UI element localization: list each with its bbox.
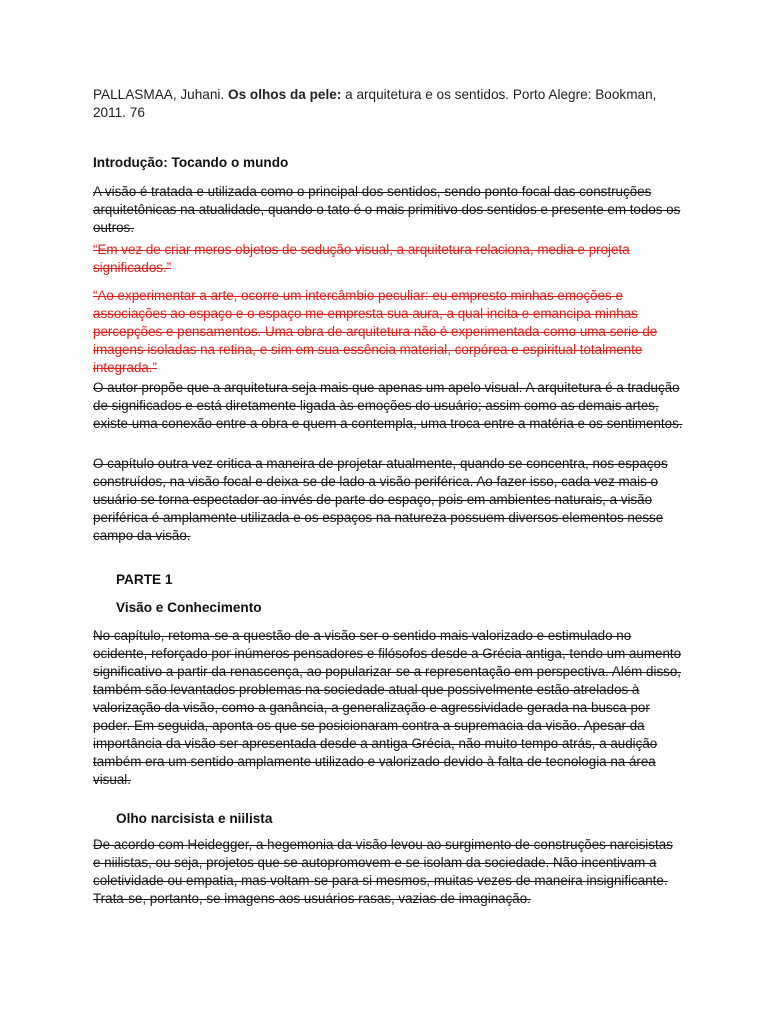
intro-paragraph-1: A visão é tratada e utilizada como o principal dos sentidos, sendo ponto focal das construções arquitetônicas na atualidade, quando o tato é o mais primitivo dos sentidos e presente em todos os outros. [93,184,681,235]
citation-title: Os olhos da pele: [228,87,342,102]
intro-quote-1: “Em vez de criar meros objetos de sedução visual, a arquitetura relaciona, media e projeta significados.” [93,242,630,275]
section-visao-paragraph: No capítulo, retoma-se a questão de a visão ser o sentido mais valorizado e estimulado no ocidente, reforçado por inúmeros pensadores e filósofos desde a Grécia antiga, tendo um aumento significativo a partir da renascença, ao popularizar-se a representação em perspectiva. Além disso, também são levantados problemas na sociedade atual que possivelmente estão atrelados à valorização da visão, como a ganância, a generalização e agressividade gerada na busca por poder. Em seguida, aponta os que se posicionaram contra a supremacia da visão. Apesar da importância da visão ser apresentada desde a antiga Grécia, não muito tempo atrás, a audição também era um sentido amplamente utilizado e valorizado devido à falta de tecnologia na área visual. [93,628,682,787]
intro-paragraph-2: O autor propõe que a arquitetura seja mais que apenas um apelo visual. A arquitetura é a tradução de significados e está diretamente ligada às emoções do usuário; assim como as demais artes, existe uma conexão entre a obra e quem a contempla, uma troca entre a matéria e os sentimentos. [93,380,683,431]
section-olho-paragraph: De acordo com Heidegger, a hegemonia da visão levou ao surgimento de construções narcisistas e niilistas, ou seja, projetos que se autopromovem e se isolam da sociedade. Não incentivam a coletividade ou empatia, mas voltam-se para si mesmos, muitas vezes de maneira insignificante. Trata-se, portanto, se imagens aos usuários rasas, vazias de imaginação. [93,837,673,906]
part-1-heading: PARTE 1 [116,572,173,587]
intro-heading: Introdução: Tocando o mundo [93,155,289,170]
citation [93,86,683,122]
section-olho-heading: Olho narcisista e niilista [116,811,273,826]
citation-author: PALLASMAA, Juhani. [93,87,229,102]
section-visao-heading: Visão e Conhecimento [116,600,262,615]
intro-quote-2: “Ao experimentar a arte, ocorre um intercâmbio peculiar: eu empresto minhas emoções e associações ao espaço e o espaço me empresta sua aura, a qual incita e emancipa minhas percepções e pensamentos. Uma obra de arquitetura não é experimentada como uma serie de imagens isoladas na retina, e sim em sua essência material, corpórea e espiritual totalmente integrada.” [93,288,658,375]
intro-paragraph-3: O capítulo outra vez critica a maneira de projetar atualmente, quando se concentra, nos espaços construídos, na visão focal e deixa-se de lado a visão periférica. Ao fazer isso, cada vez mais o usuário se torna espectador ao invés de parte do espaço, pois em ambientes naturais, a visão periférica é amplamente utilizada e os espaços na natureza possuem diversos elementos nesse campo da visão. [93,456,668,543]
citation-publication: a arquitetura e os sentidos. Porto Alegre: Bookman, 2011. 76 [93,87,657,120]
